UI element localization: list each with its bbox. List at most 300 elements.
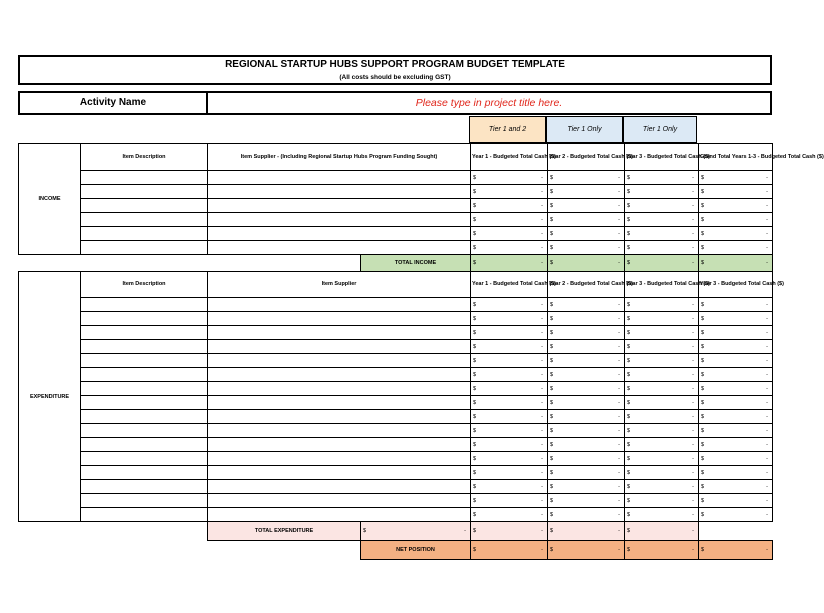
net-position-spacer: [19, 541, 361, 560]
total-income-grand: $ -: [699, 255, 773, 272]
expenditure-amount-cell[interactable]: [548, 312, 625, 326]
currency-symbol: $: [627, 315, 631, 322]
expenditure-item-description-cell[interactable]: [81, 480, 208, 494]
expenditure-amount-cell[interactable]: [471, 410, 548, 424]
expenditure-amount-cell[interactable]: [548, 298, 625, 312]
expenditure-amount-cell[interactable]: [699, 494, 773, 508]
currency-symbol: $: [627, 357, 631, 364]
amount-value: -: [541, 357, 543, 364]
amount-value: -: [692, 511, 694, 518]
expenditure-item-description-cell[interactable]: [81, 438, 208, 452]
expenditure-amount-cell[interactable]: [699, 368, 773, 382]
amount-value: -: [766, 385, 768, 392]
amount-value: -: [541, 216, 543, 223]
expenditure-amount-cell[interactable]: [548, 508, 625, 522]
amount-value: -: [618, 357, 620, 364]
amount-value: -: [618, 469, 620, 476]
expenditure-item-description-cell[interactable]: [81, 508, 208, 522]
expenditure-amount-cell[interactable]: [548, 410, 625, 424]
currency-symbol: $: [701, 216, 705, 223]
expenditure-item-supplier-cell[interactable]: [208, 466, 471, 480]
amount-value: -: [541, 455, 543, 462]
currency-symbol: $: [701, 315, 705, 322]
currency-symbol: $: [627, 329, 631, 336]
amount-value: -: [766, 511, 768, 518]
expenditure-amount-cell[interactable]: [699, 354, 773, 368]
amount-value: -: [692, 244, 694, 251]
income-amount-cell[interactable]: [625, 213, 699, 227]
currency-symbol: $: [701, 357, 705, 364]
expenditure-amount-cell[interactable]: [471, 326, 548, 340]
amount-value: -: [766, 497, 768, 504]
expenditure-amount-cell[interactable]: [625, 354, 699, 368]
currency-symbol: $: [627, 230, 631, 237]
income-item-supplier-cell[interactable]: [208, 227, 471, 241]
amount-value: -: [618, 329, 620, 336]
expenditure-amount-cell[interactable]: [471, 466, 548, 480]
income-header-year3: Year 3 - Budgeted Total Cash ($): [625, 144, 699, 171]
expenditure-amount-cell[interactable]: [625, 452, 699, 466]
amount-value: -: [692, 174, 694, 181]
currency-symbol: $: [627, 413, 631, 420]
amount-value: -: [541, 329, 543, 336]
income-amount-cell[interactable]: [625, 241, 699, 255]
income-amount-cell[interactable]: [471, 199, 548, 213]
amount-value: -: [692, 371, 694, 378]
amount-value: -: [692, 469, 694, 476]
expenditure-item-supplier-cell[interactable]: [208, 382, 471, 396]
expenditure-item-description-cell[interactable]: [81, 382, 208, 396]
amount-value: -: [692, 497, 694, 504]
amount-value: -: [766, 188, 768, 195]
income-amount-cell[interactable]: [625, 227, 699, 241]
income-header-item-supplier: Item Supplier - (Including Regional Startup Hubs Program Funding Sought): [208, 144, 471, 171]
currency-symbol: $: [473, 371, 477, 378]
expenditure-item-supplier-cell[interactable]: [208, 396, 471, 410]
income-item-supplier-cell[interactable]: [208, 185, 471, 199]
income-header-year1: Year 1 - Budgeted Total Cash ($): [471, 144, 548, 171]
expenditure-amount-cell[interactable]: [699, 312, 773, 326]
total-expenditure-year3b: $ -: [625, 522, 699, 541]
amount-value: -: [541, 230, 543, 237]
expenditure-amount-cell[interactable]: [548, 396, 625, 410]
income-item-description-cell[interactable]: [81, 199, 208, 213]
amount-value: -: [692, 413, 694, 420]
expenditure-amount-cell[interactable]: [625, 438, 699, 452]
amount-value: -: [618, 371, 620, 378]
income-item-supplier-cell[interactable]: [208, 241, 471, 255]
currency-symbol: $: [473, 301, 477, 308]
amount-value: -: [766, 343, 768, 350]
amount-value: -: [541, 497, 543, 504]
expenditure-amount-cell[interactable]: [699, 396, 773, 410]
expenditure-amount-cell[interactable]: [471, 494, 548, 508]
currency-symbol: $: [701, 202, 705, 209]
expenditure-amount-cell[interactable]: [625, 368, 699, 382]
expenditure-amount-cell[interactable]: [625, 312, 699, 326]
income-amount-cell[interactable]: [548, 199, 625, 213]
expenditure-amount-cell[interactable]: [548, 382, 625, 396]
income-amount-cell[interactable]: [699, 241, 773, 255]
expenditure-row: [19, 452, 773, 466]
expenditure-item-supplier-cell[interactable]: [208, 480, 471, 494]
currency-symbol: $: [627, 427, 631, 434]
amount-value: -: [541, 441, 543, 448]
amount-value: -: [618, 244, 620, 251]
currency-symbol: $: [473, 413, 477, 420]
expenditure-item-supplier-cell[interactable]: [208, 410, 471, 424]
income-amount-cell[interactable]: [548, 241, 625, 255]
currency-symbol: $: [473, 469, 477, 476]
income-amount-cell[interactable]: [548, 171, 625, 185]
expenditure-amount-cell[interactable]: [625, 424, 699, 438]
expenditure-amount-cell[interactable]: [699, 382, 773, 396]
currency-symbol: $: [473, 441, 477, 448]
currency-symbol: $: [627, 399, 631, 406]
expenditure-amount-cell[interactable]: [471, 424, 548, 438]
income-amount-cell[interactable]: [548, 213, 625, 227]
expenditure-amount-cell[interactable]: [471, 508, 548, 522]
currency-symbol: $: [701, 244, 705, 251]
expenditure-amount-cell[interactable]: [548, 480, 625, 494]
amount-value: -: [541, 413, 543, 420]
amount-value: -: [692, 441, 694, 448]
expenditure-amount-cell[interactable]: [471, 340, 548, 354]
amount-value: -: [692, 230, 694, 237]
income-amount-cell[interactable]: [699, 227, 773, 241]
expenditure-item-supplier-cell[interactable]: [208, 312, 471, 326]
expenditure-item-description-cell[interactable]: [81, 340, 208, 354]
expenditure-item-supplier-cell[interactable]: [208, 438, 471, 452]
currency-symbol: $: [473, 329, 477, 336]
currency-symbol: $: [550, 343, 554, 350]
expenditure-item-supplier-cell[interactable]: [208, 340, 471, 354]
currency-symbol: $: [550, 216, 554, 223]
currency-symbol: $: [550, 202, 554, 209]
income-amount-cell[interactable]: [625, 171, 699, 185]
income-header-grand-total: Grand Total Years 1-3 - Budgeted Total Cash ($): [699, 144, 773, 171]
expenditure-item-supplier-cell[interactable]: [208, 354, 471, 368]
expenditure-amount-cell[interactable]: [699, 410, 773, 424]
currency-symbol: $: [473, 455, 477, 462]
expenditure-amount-cell[interactable]: [548, 438, 625, 452]
income-amount-cell[interactable]: [548, 185, 625, 199]
expenditure-amount-cell[interactable]: [471, 354, 548, 368]
expenditure-item-description-cell[interactable]: [81, 326, 208, 340]
income-amount-cell[interactable]: [625, 199, 699, 213]
expenditure-amount-cell[interactable]: [548, 368, 625, 382]
income-item-description-cell[interactable]: [81, 171, 208, 185]
expenditure-item-description-cell[interactable]: [81, 298, 208, 312]
title-box: [18, 55, 772, 85]
expenditure-amount-cell[interactable]: [548, 424, 625, 438]
expenditure-item-description-cell[interactable]: [81, 354, 208, 368]
expenditure-header-year2: Year 2 - Budgeted Total Cash ($): [548, 272, 625, 298]
amount-value: -: [618, 301, 620, 308]
amount-value: -: [692, 357, 694, 364]
currency-symbol: $: [550, 188, 554, 195]
income-amount-cell[interactable]: [699, 185, 773, 199]
amount-value: -: [541, 371, 543, 378]
expenditure-amount-cell[interactable]: [699, 340, 773, 354]
income-amount-cell[interactable]: [699, 171, 773, 185]
currency-symbol: $: [550, 511, 554, 518]
expenditure-row: [19, 508, 773, 522]
currency-symbol: $: [473, 343, 477, 350]
currency-symbol: $: [701, 441, 705, 448]
expenditure-amount-cell[interactable]: [471, 452, 548, 466]
expenditure-amount-cell[interactable]: [625, 494, 699, 508]
income-amount-cell[interactable]: [699, 213, 773, 227]
expenditure-amount-cell[interactable]: [548, 326, 625, 340]
currency-symbol: $: [627, 455, 631, 462]
income-amount-cell[interactable]: [471, 227, 548, 241]
expenditure-amount-cell[interactable]: [625, 382, 699, 396]
amount-value: -: [692, 399, 694, 406]
currency-symbol: $: [701, 511, 705, 518]
project-title-field[interactable]: Please type in project title here.: [415, 97, 563, 109]
total-expenditure-label: TOTAL EXPENDITURE: [208, 522, 361, 541]
expenditure-item-supplier-cell[interactable]: [208, 368, 471, 382]
expenditure-item-description-cell[interactable]: [81, 452, 208, 466]
amount-value: -: [618, 216, 620, 223]
income-item-description-cell[interactable]: [81, 213, 208, 227]
currency-symbol: $: [701, 497, 705, 504]
expenditure-amount-cell[interactable]: [625, 480, 699, 494]
amount-value: -: [618, 413, 620, 420]
expenditure-item-description-cell[interactable]: [81, 368, 208, 382]
amount-value: -: [618, 511, 620, 518]
amount-value: -: [766, 329, 768, 336]
expenditure-amount-cell[interactable]: [471, 480, 548, 494]
amount-value: -: [541, 174, 543, 181]
currency-symbol: $: [473, 483, 477, 490]
net-position-year3: $ -: [625, 541, 699, 560]
amount-value: -: [541, 315, 543, 322]
expenditure-amount-cell[interactable]: [471, 438, 548, 452]
amount-value: -: [692, 301, 694, 308]
income-item-description-cell[interactable]: [81, 185, 208, 199]
currency-symbol: $: [550, 399, 554, 406]
currency-symbol: $: [701, 399, 705, 406]
expenditure-amount-cell[interactable]: [548, 340, 625, 354]
expenditure-amount-cell[interactable]: [471, 368, 548, 382]
total-expenditure-year2: $ -: [471, 522, 548, 541]
currency-symbol: $: [473, 202, 477, 209]
expenditure-item-description-cell[interactable]: [81, 312, 208, 326]
total-income-year1: $ -: [471, 255, 548, 272]
income-item-description-cell[interactable]: [81, 241, 208, 255]
amount-value: -: [541, 343, 543, 350]
currency-symbol: $: [550, 385, 554, 392]
amount-value: -: [692, 427, 694, 434]
currency-symbol: $: [627, 497, 631, 504]
currency-symbol: $: [627, 301, 631, 308]
expenditure-amount-cell[interactable]: [699, 326, 773, 340]
amount-value: -: [766, 244, 768, 251]
amount-value: -: [692, 202, 694, 209]
amount-value: -: [766, 483, 768, 490]
currency-symbol: $: [701, 469, 705, 476]
expenditure-header-year3: Year 3 - Budgeted Total Cash ($): [625, 272, 699, 298]
amount-value: -: [618, 174, 620, 181]
amount-value: -: [618, 230, 620, 237]
currency-symbol: $: [550, 357, 554, 364]
expenditure-amount-cell[interactable]: [471, 312, 548, 326]
income-total-spacer: [19, 255, 361, 272]
amount-value: -: [618, 399, 620, 406]
amount-value: -: [618, 483, 620, 490]
amount-value: -: [618, 188, 620, 195]
currency-symbol: $: [550, 230, 554, 237]
currency-symbol: $: [701, 427, 705, 434]
expenditure-item-description-cell[interactable]: [81, 424, 208, 438]
expenditure-amount-cell[interactable]: [699, 452, 773, 466]
expenditure-item-supplier-cell[interactable]: [208, 494, 471, 508]
amount-value: -: [766, 455, 768, 462]
expenditure-row: [19, 466, 773, 480]
income-amount-cell[interactable]: [471, 213, 548, 227]
amount-value: -: [541, 511, 543, 518]
expenditure-amount-cell[interactable]: [471, 298, 548, 312]
expenditure-amount-cell[interactable]: [625, 466, 699, 480]
amount-value: -: [766, 357, 768, 364]
expenditure-amount-cell[interactable]: [625, 396, 699, 410]
expenditure-total-spacer: [19, 522, 208, 541]
income-row: [19, 241, 773, 255]
currency-symbol: $: [550, 329, 554, 336]
currency-symbol: $: [550, 301, 554, 308]
currency-symbol: $: [627, 371, 631, 378]
amount-value: -: [766, 315, 768, 322]
expenditure-amount-cell[interactable]: [625, 340, 699, 354]
income-amount-cell[interactable]: [548, 227, 625, 241]
net-position-year2: $ -: [548, 541, 625, 560]
currency-symbol: $: [701, 230, 705, 237]
currency-symbol: $: [627, 216, 631, 223]
currency-symbol: $: [701, 371, 705, 378]
income-row: [19, 213, 773, 227]
amount-value: -: [541, 202, 543, 209]
income-amount-cell[interactable]: [471, 171, 548, 185]
currency-symbol: $: [627, 469, 631, 476]
expenditure-item-supplier-cell[interactable]: [208, 424, 471, 438]
income-item-supplier-cell[interactable]: [208, 171, 471, 185]
expenditure-amount-cell[interactable]: [699, 298, 773, 312]
expenditure-amount-cell[interactable]: [548, 494, 625, 508]
amount-value: -: [692, 315, 694, 322]
currency-symbol: $: [473, 357, 477, 364]
expenditure-item-supplier-cell[interactable]: [208, 326, 471, 340]
amount-value: -: [692, 343, 694, 350]
income-amount-cell[interactable]: [699, 199, 773, 213]
income-amount-cell[interactable]: [471, 185, 548, 199]
expenditure-amount-cell[interactable]: [471, 396, 548, 410]
expenditure-section-label: EXPENDITURE: [19, 272, 81, 522]
expenditure-amount-cell[interactable]: [625, 298, 699, 312]
tier-header-3: Tier 1 Only: [623, 116, 697, 143]
currency-symbol: $: [473, 385, 477, 392]
expenditure-amount-cell[interactable]: [699, 466, 773, 480]
expenditure-amount-cell[interactable]: [471, 382, 548, 396]
currency-symbol: $: [701, 413, 705, 420]
total-income-year2: $ -: [548, 255, 625, 272]
document-title: REGIONAL STARTUP HUBS SUPPORT PROGRAM BUDGET TEMPLATE: [225, 59, 565, 70]
expenditure-item-description-cell[interactable]: [81, 494, 208, 508]
currency-symbol: $: [627, 188, 631, 195]
amount-value: -: [618, 497, 620, 504]
currency-symbol: $: [473, 315, 477, 322]
amount-value: -: [618, 385, 620, 392]
income-item-supplier-cell[interactable]: [208, 199, 471, 213]
currency-symbol: $: [550, 497, 554, 504]
currency-symbol: $: [701, 188, 705, 195]
amount-value: -: [618, 343, 620, 350]
income-table: [18, 143, 824, 272]
income-item-supplier-cell[interactable]: [208, 213, 471, 227]
total-expenditure-year1: $ -: [361, 522, 471, 541]
income-header-year2: Year 2 - Budgeted Total Cash ($): [548, 144, 625, 171]
expenditure-amount-cell[interactable]: [699, 438, 773, 452]
currency-symbol: $: [550, 315, 554, 322]
expenditure-item-supplier-cell[interactable]: [208, 452, 471, 466]
amount-value: -: [618, 441, 620, 448]
tier-header-2: Tier 1 Only: [546, 116, 623, 143]
amount-value: -: [541, 385, 543, 392]
amount-value: -: [618, 202, 620, 209]
currency-symbol: $: [473, 511, 477, 518]
amount-value: -: [766, 202, 768, 209]
amount-value: -: [692, 188, 694, 195]
expenditure-amount-cell[interactable]: [699, 480, 773, 494]
expenditure-table: [18, 271, 784, 560]
amount-value: -: [618, 455, 620, 462]
expenditure-header-item-supplier: Item Supplier: [208, 272, 471, 298]
expenditure-amount-cell[interactable]: [699, 424, 773, 438]
expenditure-amount-cell[interactable]: [548, 354, 625, 368]
expenditure-amount-cell[interactable]: [625, 410, 699, 424]
expenditure-amount-cell[interactable]: [625, 508, 699, 522]
currency-symbol: $: [701, 455, 705, 462]
income-amount-cell[interactable]: [625, 185, 699, 199]
amount-value: -: [618, 315, 620, 322]
expenditure-amount-cell[interactable]: [548, 452, 625, 466]
expenditure-item-description-cell[interactable]: [81, 410, 208, 424]
expenditure-header-year1: Year 1 - Budgeted Total Cash ($): [471, 272, 548, 298]
currency-symbol: $: [627, 483, 631, 490]
currency-symbol: $: [550, 441, 554, 448]
currency-symbol: $: [627, 174, 631, 181]
net-position-year3b: $ -: [699, 541, 773, 560]
expenditure-amount-cell[interactable]: [625, 326, 699, 340]
expenditure-header-item-description: Item Description: [81, 272, 208, 298]
expenditure-row: [19, 424, 773, 438]
currency-symbol: $: [701, 329, 705, 336]
income-amount-cell[interactable]: [471, 241, 548, 255]
currency-symbol: $: [473, 244, 477, 251]
income-row: [19, 185, 773, 199]
total-income-year3: $ -: [625, 255, 699, 272]
expenditure-item-description-cell[interactable]: [81, 466, 208, 480]
currency-symbol: $: [473, 174, 477, 181]
currency-symbol: $: [550, 469, 554, 476]
expenditure-amount-cell[interactable]: [699, 508, 773, 522]
income-item-description-cell[interactable]: [81, 227, 208, 241]
expenditure-item-supplier-cell[interactable]: [208, 298, 471, 312]
expenditure-amount-cell[interactable]: [548, 466, 625, 480]
expenditure-item-description-cell[interactable]: [81, 396, 208, 410]
expenditure-item-supplier-cell[interactable]: [208, 508, 471, 522]
